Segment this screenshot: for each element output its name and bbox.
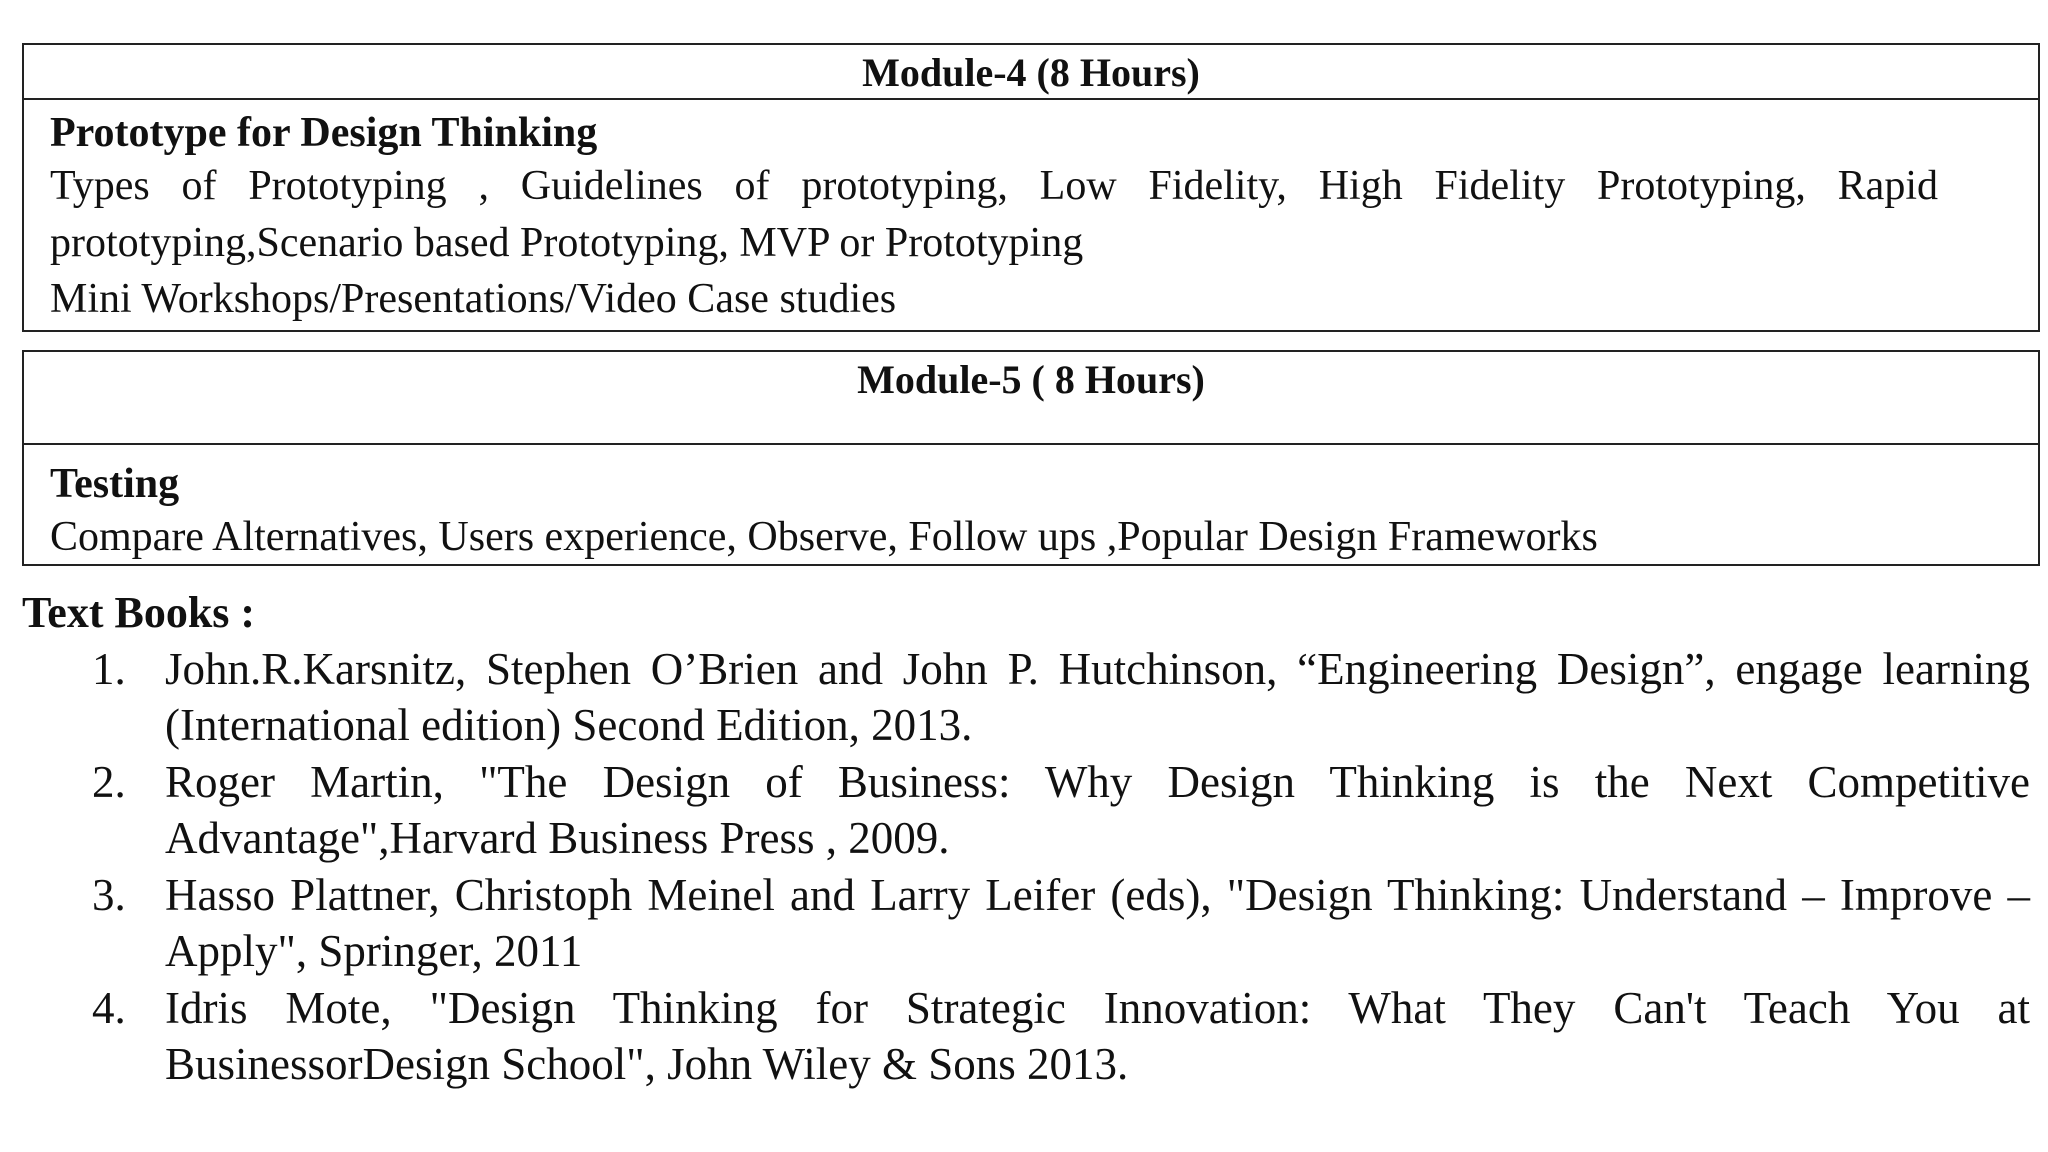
text-books-heading: Text Books :: [22, 588, 256, 637]
module-5-body: [24, 459, 2038, 565]
text-book-citation: Hasso Plattner, Christoph Meinel and Larry Leifer (eds), "Design Thinking: Understand – Improve – Apply", Springer, 2011: [165, 870, 2030, 976]
module-5-table: [22, 350, 2040, 566]
page-bottom-margin: [0, 1100, 2048, 1152]
module-5-description: Compare Alternatives, Users experience, Observe, Follow ups ,Popular Design Frameworks: [50, 514, 1598, 560]
text-book-number: 4.: [92, 983, 126, 1033]
text-book-item: [0, 980, 2048, 1092]
module-5-header: Module-5 ( 8 Hours): [24, 352, 2038, 445]
module-4-body: [24, 108, 2038, 327]
module-4-topic: Prototype for Design Thinking: [50, 110, 598, 156]
module-4-activities: Mini Workshops/Presentations/Video Case studies: [50, 276, 897, 322]
text-book-item: [0, 641, 2048, 753]
text-book-citation: Roger Martin, "The Design of Business: Why Design Thinking is the Next Competitive Advantage",Harvard Business Press , 2009.: [165, 757, 2030, 863]
text-book-item: [0, 754, 2048, 866]
text-books-list: [0, 641, 2048, 1093]
module-4-description: Types of Prototyping , Guidelines of prototyping, Low Fidelity, High Fidelity Prototyping, Rapid prototyping,Scenario based Prototyping, MVP or Prototyping: [50, 163, 1938, 266]
text-book-citation: Idris Mote, "Design Thinking for Strategic Innovation: What They Can't Teach You at BusinessorDesign School", John Wiley & Sons 2013.: [165, 983, 2030, 1089]
text-book-number: 2.: [92, 757, 126, 807]
text-book-number: 3.: [92, 870, 126, 920]
text-book-item: [0, 867, 2048, 979]
text-book-citation: John.R.Karsnitz, Stephen O’Brien and John P. Hutchinson, “Engineering Design”, engage learning (International edition) Second Edition, 2013.: [165, 644, 2030, 750]
module-5-topic: Testing: [50, 461, 180, 507]
module-4-table: [22, 43, 2040, 332]
text-book-number: 1.: [92, 644, 126, 694]
module-4-header: Module-4 (8 Hours): [24, 45, 2038, 100]
